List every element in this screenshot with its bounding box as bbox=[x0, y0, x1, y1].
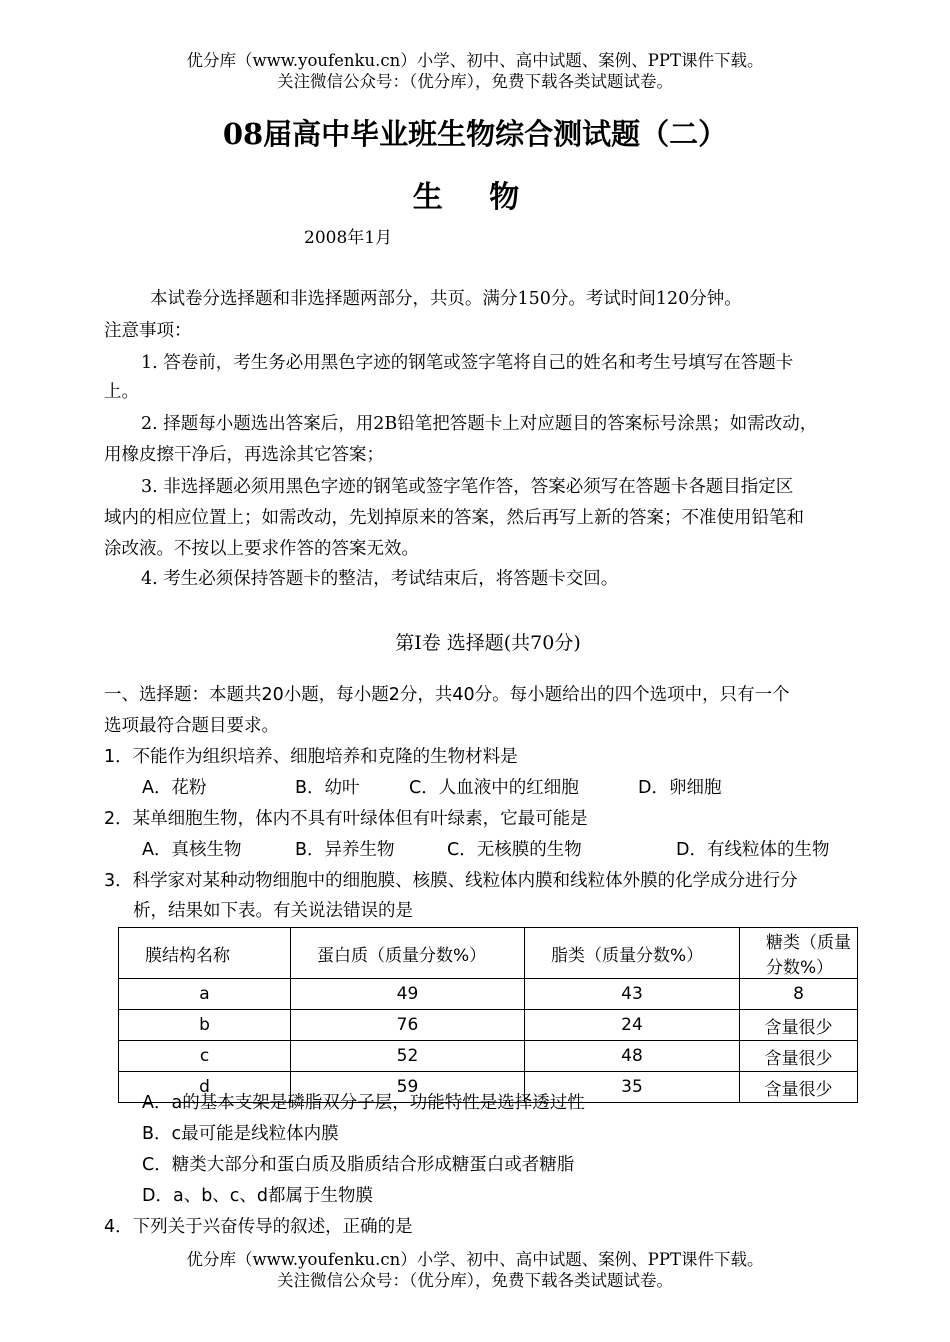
table-header-row bbox=[119, 928, 858, 979]
table-cell: 49 bbox=[291, 979, 525, 1010]
question-3-option-c: C．糖类大部分和蛋白质及脂质结合形成糖蛋白或者糖脂 bbox=[142, 1155, 575, 1175]
table-header-cell: 糖类（质量分数%） bbox=[740, 928, 858, 979]
notice-heading: 注意事项： bbox=[104, 321, 192, 341]
question-2-option-c: C．无核膜的生物 bbox=[447, 840, 582, 860]
part-intro-line-1: 一、选择题：本题共20小题，每小题2分，共40分。每小题给出的四个选项中，只有一个 bbox=[104, 685, 790, 705]
question-1-stem: 1．不能作为组织培养、细胞培养和克隆的生物材料是 bbox=[104, 747, 518, 767]
table-header-cell: 蛋白质（质量分数%） bbox=[291, 928, 525, 979]
table-cell: a bbox=[119, 979, 291, 1010]
table-row bbox=[119, 979, 858, 1010]
part-intro-line-2: 选项最符合题目要求。 bbox=[104, 716, 279, 736]
question-4-stem: 4．下列关于兴奋传导的叙述，正确的是 bbox=[104, 1217, 413, 1237]
notice-3-line-2: 域内的相应位置上；如需改动，先划掉原来的答案，然后再写上新的答案；不准使用铅笔和 bbox=[104, 508, 804, 528]
table-cell: 8 bbox=[740, 979, 858, 1010]
table-cell: 43 bbox=[525, 979, 740, 1010]
question-2-option-d: D．有线粒体的生物 bbox=[676, 840, 830, 860]
table-cell: 含量很少 bbox=[740, 1072, 858, 1103]
table-cell: 35 bbox=[525, 1072, 740, 1103]
subject-title: 生 物 bbox=[412, 180, 538, 215]
question-3-option-a: A．a的基本支架是磷脂双分子层，功能特性是选择透过性 bbox=[142, 1093, 585, 1113]
exam-date: 2008年1月 bbox=[304, 228, 393, 248]
question-1-option-d: D．卵细胞 bbox=[638, 778, 722, 798]
table-cell: 24 bbox=[525, 1010, 740, 1041]
notice-1-line-1: 1. 答卷前，考生务必用黑色字迹的钢笔或签字笔将自己的姓名和考生号填写在答题卡 bbox=[141, 353, 794, 373]
table-row bbox=[119, 1041, 858, 1072]
page-title: 08届高中毕业班生物综合测试题（二） bbox=[222, 117, 728, 151]
footer-line-2: 关注微信公众号：（优分库），免费下载各类试题试卷。 bbox=[277, 1271, 673, 1290]
header-line-1: 优分库（www.youfenku.cn）小学、初中、高中试题、案例、PPT课件下载。 bbox=[186, 51, 764, 70]
notice-2-line-1: 2. 择题每小题选出答案后，用2B铅笔把答题卡上对应题目的答案标号涂黑；如需改动， bbox=[141, 414, 818, 434]
table-cell: d bbox=[119, 1072, 291, 1103]
question-3-option-b: B．c最可能是线粒体内膜 bbox=[142, 1124, 339, 1144]
notice-2-line-2: 用橡皮擦干净后，再选涂其它答案； bbox=[104, 445, 384, 465]
exam-intro: 本试卷分选择题和非选择题两部分，共页。满分150分。考试时间120分钟。 bbox=[150, 289, 742, 309]
table-cell: 含量很少 bbox=[740, 1010, 858, 1041]
footer-line-1: 优分库（www.youfenku.cn）小学、初中、高中试题、案例、PPT课件下载。 bbox=[186, 1250, 764, 1269]
notice-3-line-3: 涂改液。不按以上要求作答的答案无效。 bbox=[104, 539, 419, 559]
table-cell: c bbox=[119, 1041, 291, 1072]
notice-1-line-2: 上。 bbox=[104, 382, 139, 402]
question-3-option-d: D．a、b、c、d都属于生物膜 bbox=[142, 1186, 374, 1206]
notice-4-line-1: 4. 考生必须保持答题卡的整洁，考试结束后，将答题卡交回。 bbox=[141, 569, 619, 589]
table-row bbox=[119, 1010, 858, 1041]
question-2-option-b: B．异养生物 bbox=[295, 840, 395, 860]
table-header-cell: 膜结构名称 bbox=[119, 928, 291, 979]
question-3-stem-cont: 析，结果如下表。有关说法错误的是 bbox=[133, 901, 413, 921]
header-line-2: 关注微信公众号：（优分库），免费下载各类试题试卷。 bbox=[277, 72, 673, 91]
table-cell: 52 bbox=[291, 1041, 525, 1072]
question-3-stem: 3．科学家对某种动物细胞中的细胞膜、核膜、线粒体内膜和线粒体外膜的化学成分进行分 bbox=[104, 871, 798, 891]
notice-3-line-1: 3. 非选择题必须用黑色字迹的钢笔或签字笔作答，答案必须写在答题卡各题目指定区 bbox=[141, 477, 794, 497]
table-cell: 76 bbox=[291, 1010, 525, 1041]
question-2-option-a: A．真核生物 bbox=[142, 840, 242, 860]
table-cell: 48 bbox=[525, 1041, 740, 1072]
question-1-option-b: B．幼叶 bbox=[295, 778, 360, 798]
table-cell: 含量很少 bbox=[740, 1041, 858, 1072]
question-1-option-a: A．花粉 bbox=[142, 778, 207, 798]
table-cell: b bbox=[119, 1010, 291, 1041]
membrane-composition-table bbox=[118, 927, 858, 1103]
table-cell: 59 bbox=[291, 1072, 525, 1103]
question-1-option-c: C．人血液中的红细胞 bbox=[409, 778, 579, 798]
table-header-cell: 脂类（质量分数%） bbox=[525, 928, 740, 979]
question-2-stem: 2．某单细胞生物，体内不具有叶绿体但有叶绿素，它最可能是 bbox=[104, 809, 588, 829]
section-title: 第I卷 选择题(共70分) bbox=[395, 632, 581, 654]
